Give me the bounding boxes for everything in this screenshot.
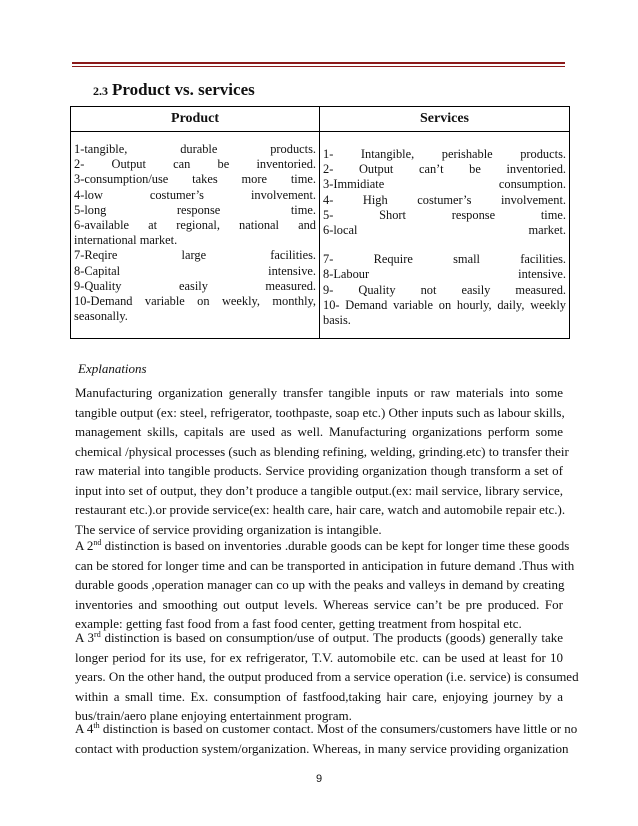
paragraph-line: example: getting fast food from a fast food center, getting treatment from hospital etc. <box>75 616 522 631</box>
product-line: 6-available at regional, national and <box>74 218 316 233</box>
product-column-header: Product <box>71 107 320 132</box>
line-text: distinction is based on inventories .durable goods can be kept for longer time these goods <box>101 538 570 553</box>
comparison-table <box>70 106 570 339</box>
paragraph-line: The service of service providing organization is intangible. <box>75 521 382 537</box>
product-line: 5-long response time. <box>74 202 316 217</box>
product-line: 3-consumption/use takes more time. <box>74 172 316 187</box>
services-line: 6-local market. <box>323 223 566 238</box>
paragraph-line <box>75 719 578 739</box>
services-line: 8-Labour intensive. <box>323 267 566 282</box>
paragraph-line: chemical /physical processes (such as blending refining, welding, grinding.etc) to transfer their <box>75 443 569 459</box>
paragraph-line: within a small time. Ex. consumption of fastfood,taking hair care, enjoying journey by a <box>75 688 563 704</box>
paragraph-line <box>75 628 563 648</box>
services-cell <box>320 132 570 339</box>
paragraph-line: can be stored for longer time and can be transported in anticipation in future demand .Thus with <box>75 557 575 573</box>
paragraph-line: raw material into tangible products. Service providing organization though transform a set of <box>75 463 563 478</box>
product-line: seasonally. <box>74 309 128 324</box>
explanations-heading: Explanations <box>78 361 147 376</box>
services-line: 4- High costumer’s involvement. <box>323 192 566 207</box>
product-line: 9-Quality easily measured. <box>74 278 316 293</box>
services-line: 3-Immidiate consumption. <box>323 177 566 192</box>
ordinal-lead: A 4 <box>75 721 94 736</box>
paragraph-line: bus/train/aero plane enjoying entertainment program. <box>75 708 352 723</box>
line-text: distinction is based on customer contact. Most of the consumers/customers have little or no <box>99 721 578 736</box>
paragraph-line: years. On the other hand, the output produced from a service operation (i.e. service) is consumed <box>75 669 579 684</box>
section-heading <box>93 80 255 100</box>
page-number: 9 <box>315 773 323 785</box>
paragraph-line: inventories and smoothing out output levels. Whereas service can’t be pre produced. For <box>75 596 563 612</box>
paragraph-third-distinction <box>75 628 579 726</box>
product-line: 8-Capital intensive. <box>74 263 316 278</box>
product-cell <box>71 132 320 339</box>
paragraph-line: Manufacturing organization generally transfer tangible inputs or raw materials into some <box>75 385 563 400</box>
product-line: 10-Demand variable on weekly, monthly, <box>74 294 316 309</box>
header-rule-thin <box>72 66 565 67</box>
paragraph-line: management skills, capitals are used as well. Manufacturing organizations perform some <box>75 424 563 439</box>
section-number: 2.3 <box>93 84 108 98</box>
paragraph-line: tangible output (ex: steel, refrigerator, toothpaste, soap etc.) Other inputs such as labour skills, <box>75 404 565 420</box>
ordinal-lead: A 3 <box>75 630 95 645</box>
ordinal-suffix: th <box>93 721 100 730</box>
product-line: international market. <box>74 233 178 248</box>
ordinal-suffix: rd <box>94 630 101 639</box>
line-text: distinction is based on consumption/use of output. The products (goods) generally take <box>100 630 564 645</box>
services-line: 7- Require small facilities. <box>323 252 566 267</box>
services-line: basis. <box>323 313 351 328</box>
paragraph-line: input into set of output, they don’t produce a tangible output.(ex: mail service, library service, <box>75 482 563 498</box>
product-line: 4-low costumer’s involvement. <box>74 187 316 202</box>
paragraph-manufacturing <box>75 383 569 539</box>
services-line: 2- Output can’t be inventoried. <box>323 162 566 177</box>
section-title: Product vs. services <box>112 80 255 99</box>
product-line: 1-tangible, durable products. <box>74 142 316 156</box>
services-line: 10- Demand variable on hourly, daily, weekly <box>323 297 566 312</box>
paragraph-line: contact with production system/organization. Whereas, in many service providing organization <box>75 740 569 756</box>
services-line: 9- Quality not easily measured. <box>323 282 566 297</box>
paragraph-line: durable goods ,operation manager can co up with the peaks and valleys in demand by creating <box>75 577 565 592</box>
ordinal-suffix: nd <box>93 538 102 547</box>
product-line: 7-Reqire large facilities. <box>74 248 316 263</box>
paragraph-second-distinction <box>75 536 575 634</box>
product-line: 2- Output can be inventoried. <box>74 157 316 172</box>
services-column-header: Services <box>320 107 570 132</box>
header-rule-thick <box>72 62 565 64</box>
services-line: 5- Short response time. <box>323 207 566 222</box>
paragraph-line <box>75 536 570 556</box>
paragraph-line: longer period for its use, for ex refrigerator, T.V. automobile etc. can be used at least for 10 <box>75 649 563 665</box>
services-line: 1- Intangible, perishable products. <box>323 147 566 161</box>
paragraph-fourth-distinction <box>75 719 578 758</box>
paragraph-line: restaurant etc.).or provide service(ex: health care, hair care, watch and automobile repair etc.). <box>75 502 566 517</box>
ordinal-lead: A 2 <box>75 538 94 553</box>
